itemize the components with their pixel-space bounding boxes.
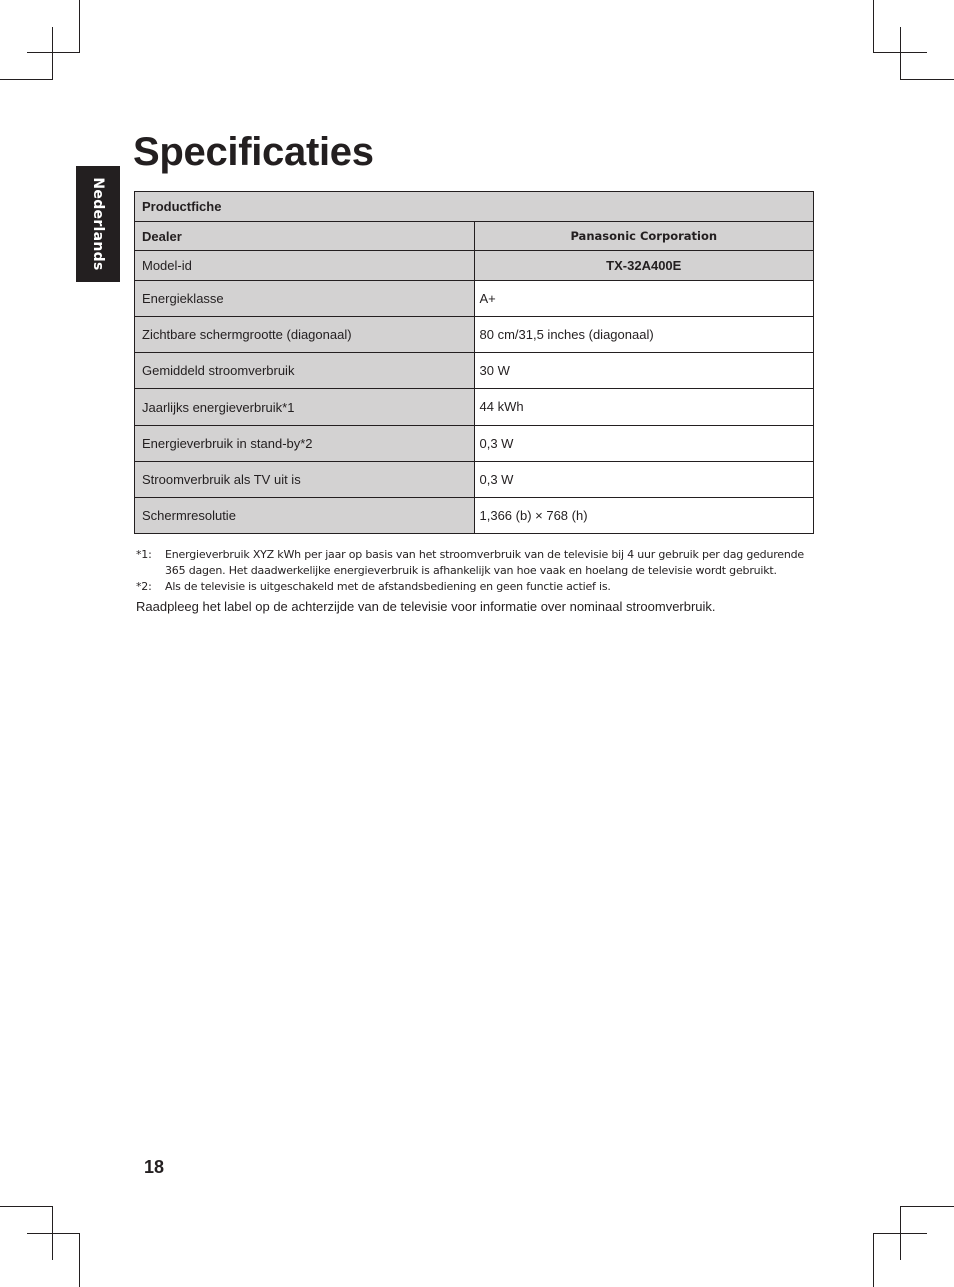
row-value: 44 kWh [474,389,814,426]
footnote-mark: *1: [136,548,152,561]
crop-mark [900,79,954,80]
table-row [135,498,814,534]
row-label: Zichtbare schermgrootte (diagonaal) [135,317,475,353]
model-label: Model-id [135,251,475,281]
crop-mark [0,1206,53,1207]
table-row [135,389,814,426]
footnotes [136,547,816,595]
row-label: Jaarlijks energieverbruik*1 [135,389,475,426]
row-value: A+ [474,281,814,317]
page-title: Specificaties [133,130,374,174]
language-tab [76,166,120,282]
footnote [136,547,816,579]
crop-mark [0,79,53,80]
footnote-text: Als de televisie is uitgeschakeld met de afstandsbediening en geen functie actief is. [165,580,611,593]
crop-mark [79,1233,80,1287]
dealer-value: Panasonic Corporation [474,222,814,251]
table-row [135,281,814,317]
crop-mark [27,1233,80,1234]
footnote-mark: *2: [136,580,152,593]
crop-mark [52,27,53,80]
crop-mark [900,27,901,80]
table-row [135,426,814,462]
dealer-label: Dealer [135,222,475,251]
row-value: 30 W [474,353,814,389]
crop-mark [79,0,80,53]
footnote [136,579,816,595]
table-row [135,317,814,353]
info-text: Raadpleeg het label op de achterzijde van de televisie voor informatie over nominaal stroomverbruik. [136,599,716,614]
product-fiche-table [134,191,814,534]
dealer-row [135,222,814,251]
row-label: Gemiddeld stroomverbruik [135,353,475,389]
row-label: Stroomverbruik als TV uit is [135,462,475,498]
model-value: TX-32A400E [474,251,814,281]
page-number: 18 [144,1157,165,1177]
table-row [135,353,814,389]
crop-mark [873,1233,927,1234]
footnote-text: Energieverbruik XYZ kWh per jaar op basis van het stroomverbruik van de televisie bij 4 uur gebruik per dag gedurende 365 dagen. Het daadwerkelijke energieverbruik is afhankelijk van hoe vaak en hoelang de televisie wordt gebruikt. [165,548,804,577]
row-label: Energieklasse [135,281,475,317]
row-label: Energieverbruik in stand-by*2 [135,426,475,462]
row-label: Schermresolutie [135,498,475,534]
row-value: 0,3 W [474,426,814,462]
table-header-row [135,192,814,222]
crop-mark [900,1206,954,1207]
table-row [135,462,814,498]
row-value: 1,366 (b) × 768 (h) [474,498,814,534]
row-value: 0,3 W [474,462,814,498]
crop-mark [873,0,874,53]
crop-mark [27,52,80,53]
language-tab-label: Nederlands [90,177,106,271]
crop-mark [873,1233,874,1287]
table-header: Productfiche [135,192,814,222]
model-row [135,251,814,281]
row-value: 80 cm/31,5 inches (diagonaal) [474,317,814,353]
